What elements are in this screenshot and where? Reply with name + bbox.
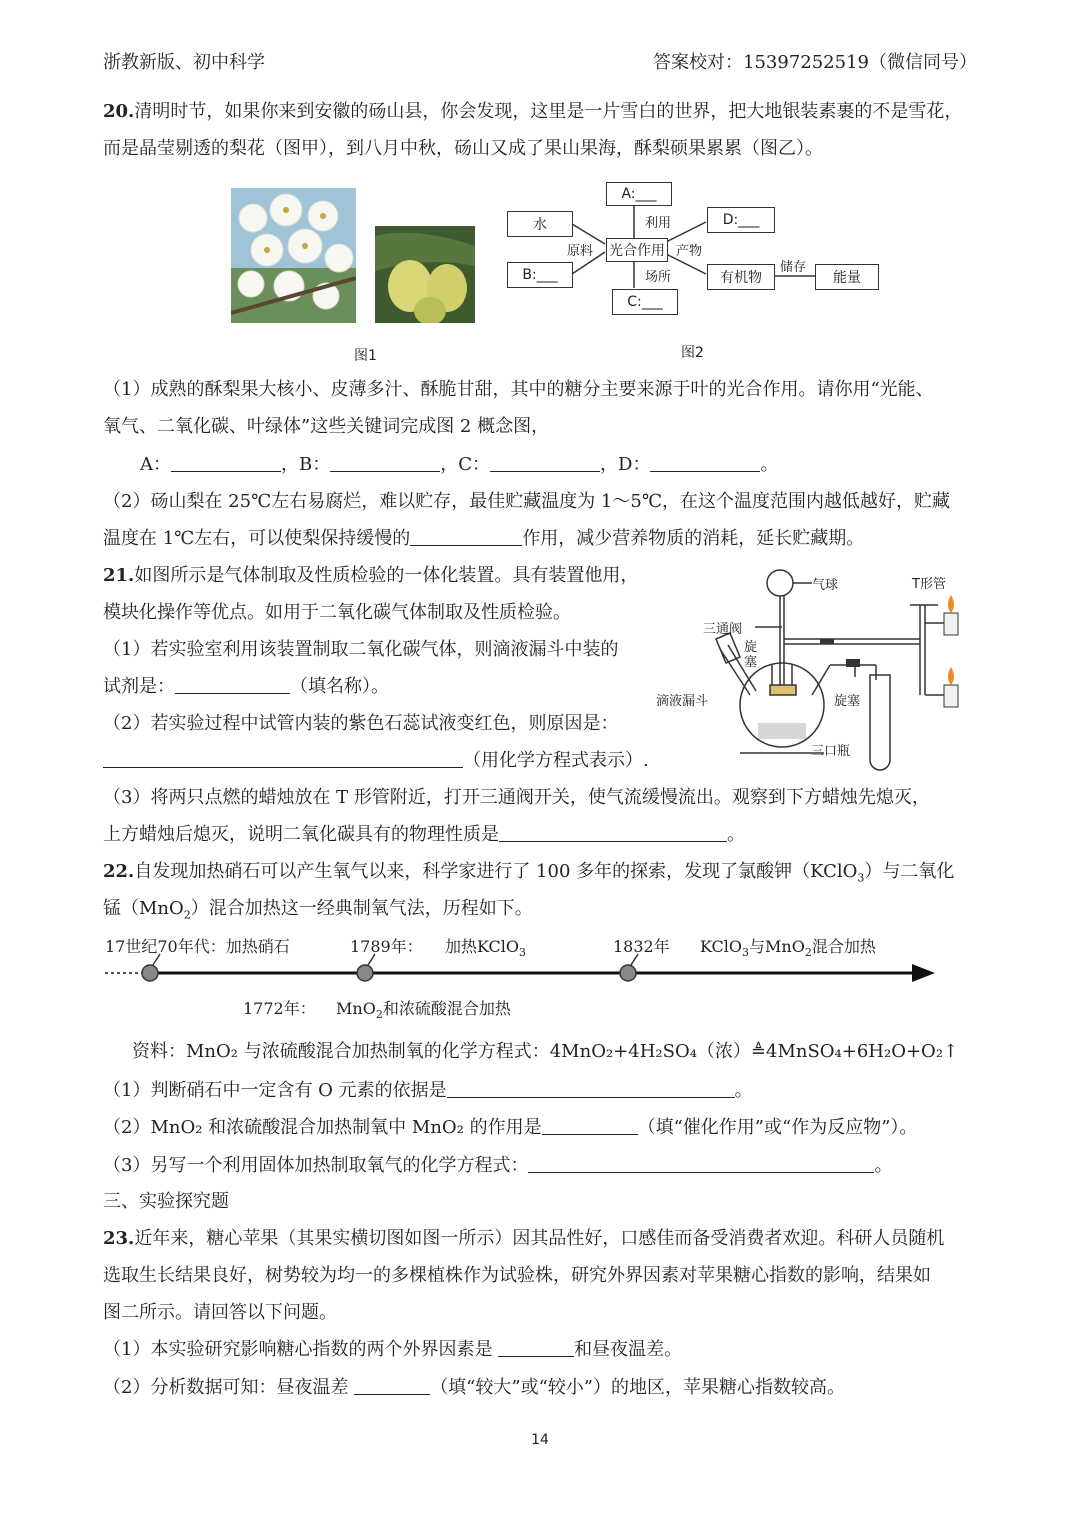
q23-number: 23. bbox=[103, 1228, 135, 1249]
blank-mno2-role[interactable] bbox=[542, 1116, 638, 1135]
concept-c-box: C:___ bbox=[612, 289, 678, 315]
blank-factor[interactable] bbox=[498, 1338, 574, 1357]
timeline-event-2-year: 1789年： bbox=[350, 937, 423, 956]
header-right: 答案校对：15397252519（微信同号） bbox=[653, 52, 977, 73]
q20-p1-line2: 氧气、二氧化碳、叶绿体”这些关键词完成图 2 概念图， bbox=[103, 416, 550, 437]
apparatus-flask-label: 三口瓶 bbox=[811, 744, 851, 759]
q23-line2: 选取生长结果良好，树势较为均一的多棵植株作为试验株，研究外界因素对苹果糖心指数的影响，结果如 bbox=[103, 1265, 931, 1286]
concept-a-box: A:___ bbox=[606, 182, 672, 206]
blank-c[interactable] bbox=[490, 453, 600, 472]
label-store: 储存 bbox=[780, 260, 807, 275]
blank-equation[interactable] bbox=[103, 749, 463, 768]
q21-p2-line1: （2）若实验过程中试管内装的紫色石蕊试液变红色，则原因是： bbox=[103, 713, 619, 734]
q21-p1-line2: 试剂是： （填名称）。 bbox=[103, 676, 389, 697]
q20-p2-line2: 温度在 1℃左右，可以使梨保持缓慢的 作用，减少营养物质的消耗，延长贮藏期。 bbox=[103, 528, 865, 549]
blank-b[interactable] bbox=[330, 453, 440, 472]
timeline-event-1: 17世纪70年代：加热硝石 bbox=[105, 937, 290, 956]
blank-oxygen-equation[interactable] bbox=[528, 1154, 874, 1173]
q20-blanks-row: A： ，B： ，C： ，D： 。 bbox=[140, 454, 779, 475]
concept-b-box: B:___ bbox=[507, 262, 573, 288]
fig1-caption: 图1 bbox=[354, 348, 377, 364]
label-place: 场所 bbox=[645, 270, 672, 285]
q22-number: 22. bbox=[103, 861, 135, 882]
q20-number: 20. bbox=[103, 101, 135, 122]
apparatus-t-tube-label: T形管 bbox=[912, 577, 946, 592]
timeline-dot-3 bbox=[620, 965, 636, 981]
header-left: 浙教新版、初中科学 bbox=[103, 52, 265, 73]
q23-line1: 23.近年来，糖心苹果（其果实横切图如图一所示）因其品性好，口感佳而备受消费者欢迎。科研人员随机 bbox=[103, 1228, 945, 1249]
q21-p3-line2: 上方蜡烛后熄灭，说明二氧化碳具有的物理性质是 。 bbox=[103, 824, 745, 845]
q21-p2-line2: （用化学方程式表示）. bbox=[103, 749, 649, 773]
concept-d-box: D:___ bbox=[707, 207, 775, 233]
blank-d[interactable] bbox=[650, 453, 760, 472]
apparatus-stopcock1-label: 旋塞 bbox=[744, 640, 758, 670]
q20-line2: 而是晶莹剔透的梨花（图甲），到八月中秋，砀山又成了果山果海，酥梨硕果累累（图乙）。 bbox=[103, 138, 823, 159]
timeline-event-4-text: MnO$_2$和浓硫酸混合加热 bbox=[336, 999, 511, 1022]
q22-line1: 22.自发现加热硝石可以产生氧气以来，科学家进行了 100 多年的探索，发现了氯酸钾（KClO$_3$）与二氧化 bbox=[103, 861, 955, 885]
q23-p2: （2）分析数据可知：昼夜温差 （填“较大”或“较小”）的地区，苹果糖心指数较高。 bbox=[103, 1377, 845, 1398]
timeline-dot-1 bbox=[142, 965, 158, 981]
blank-temperature-difference[interactable] bbox=[354, 1376, 430, 1395]
concept-organic-box: 有机物 bbox=[707, 264, 775, 290]
label-raw: 原料 bbox=[567, 244, 594, 259]
q22-p2: （2）MnO₂ 和浓硫酸混合加热制氧中 MnO₂ 的作用是 （填“催化作用”或“作为反应物”）。 bbox=[103, 1117, 918, 1138]
blank-a[interactable] bbox=[171, 453, 281, 472]
label-product: 产物 bbox=[676, 244, 703, 259]
apparatus-dropper-label: 滴液漏斗 bbox=[656, 694, 709, 709]
q22-p1: （1）判断硝石中一定含有 O 元素的依据是 。 bbox=[103, 1080, 753, 1101]
pear-blossom-image bbox=[231, 188, 356, 323]
timeline-event-2-text: 加热KClO$_3$ bbox=[445, 937, 527, 960]
section-3-title: 三、实验探究题 bbox=[103, 1191, 229, 1212]
blank-respiration[interactable] bbox=[410, 527, 522, 546]
q20-p2-line1: （2）砀山梨在 25℃左右易腐烂，难以贮存，最佳贮藏温度为 1～5℃，在这个温度范围内越低越好，贮藏 bbox=[103, 491, 950, 512]
q21-p3-line1: （3）将两只点燃的蜡烛放在 T 形管附近，打开三通阀开关，使气流缓慢流出。观察到下方蜡烛先熄灭， bbox=[103, 787, 930, 808]
q22-p3: （3）另写一个利用固体加热制取氧气的化学方程式： 。 bbox=[103, 1155, 893, 1176]
concept-center-box: 光合作用 bbox=[606, 238, 668, 262]
page-number: 14 bbox=[531, 1432, 549, 1448]
fig2-caption: 图2 bbox=[681, 345, 704, 361]
timeline-event-3-year: 1832年 bbox=[613, 937, 670, 956]
q21-line1: 21.如图所示是气体制取及性质检验的一体化装置。具有装置他用， bbox=[103, 565, 639, 586]
blank-reagent[interactable] bbox=[175, 675, 290, 694]
label-use: 利用 bbox=[645, 216, 672, 231]
timeline-event-3-text: KClO$_3$与MnO$_2$混合加热 bbox=[700, 937, 876, 960]
apparatus-stopcock2-label: 旋塞 bbox=[834, 694, 861, 709]
concept-water-box: 水 bbox=[507, 211, 573, 237]
q22-line2: 锰（MnO$_2$）混合加热这一经典制氧气法，历程如下。 bbox=[103, 898, 533, 922]
concept-energy-box: 能量 bbox=[815, 264, 879, 290]
q21-number: 21. bbox=[103, 565, 135, 586]
blank-nitre-evidence[interactable] bbox=[447, 1079, 735, 1098]
apparatus-valve3-label: 三通阀 bbox=[703, 622, 743, 637]
timeline-dot-2 bbox=[357, 965, 373, 981]
q21-line2: 模块化操作等优点。如用于二氧化碳气体制取及性质检验。 bbox=[103, 602, 571, 623]
blank-physical-property[interactable] bbox=[499, 823, 727, 842]
q23-line3: 图二所示。请回答以下问题。 bbox=[103, 1302, 337, 1323]
timeline-event-4-year: 1772年： bbox=[243, 999, 316, 1018]
pears-image bbox=[375, 226, 475, 323]
apparatus-balloon-label: 气球 bbox=[812, 578, 839, 593]
q20-p1-line1: （1）成熟的酥梨果大核小、皮薄多汁、酥脆甘甜，其中的糖分主要来源于叶的光合作用。请你用“光能、 bbox=[103, 379, 934, 400]
q23-p1: （1）本实验研究影响糖心指数的两个外界因素是 和昼夜温差。 bbox=[103, 1339, 683, 1360]
q22-material: 资料：MnO₂ 与浓硫酸混合加热制氧的化学方程式：4MnO₂+4H₂SO₄（浓）≜4MnSO₄+6H₂O+O₂↑ bbox=[132, 1041, 959, 1062]
q20-line1: 20.清明时节，如果你来到安徽的砀山县，你会发现，这里是一片雪白的世界，把大地银装素裹的不是雪花， bbox=[103, 101, 963, 122]
q21-p1-line1: （1）若实验室利用该装置制取二氧化碳气体，则滴液漏斗中装的 bbox=[103, 639, 619, 660]
